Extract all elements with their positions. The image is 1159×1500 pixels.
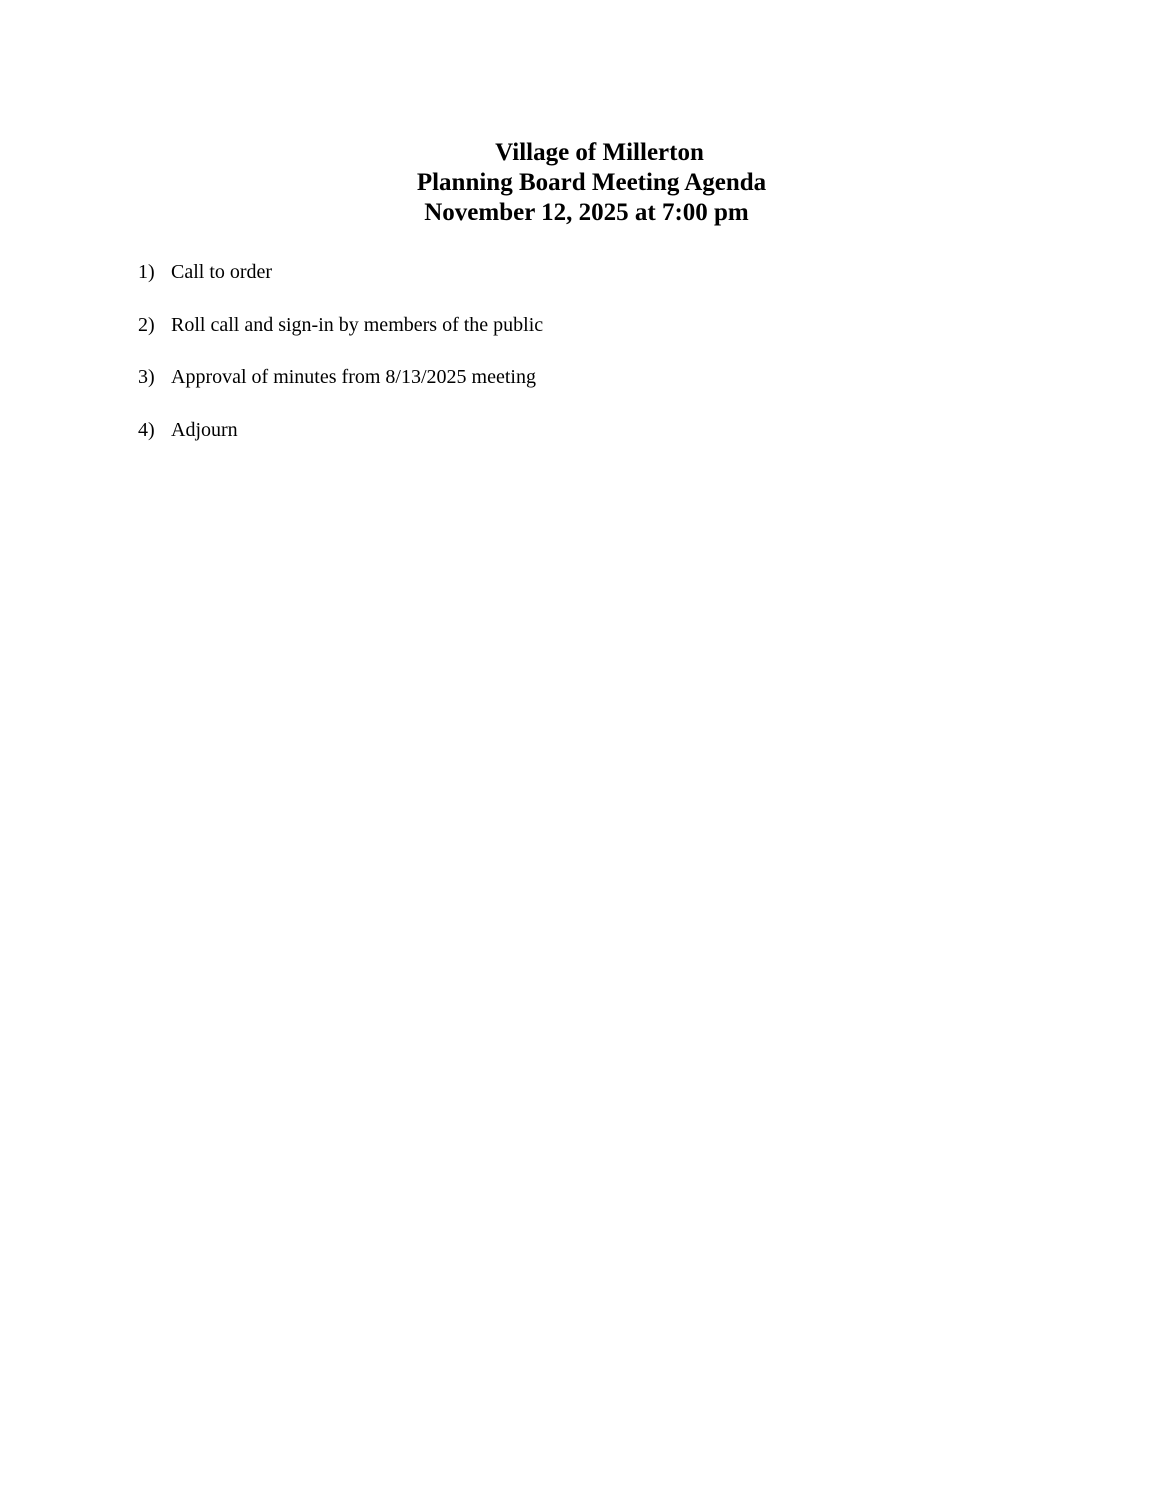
agenda-item [138,363,543,416]
agenda-item-number: 3) [138,366,155,388]
agenda-item [138,311,543,364]
agenda-list [138,258,543,468]
document-header [0,138,1159,228]
agenda-item [138,258,543,311]
agenda-item-number: 4) [138,418,155,441]
agenda-item-text: Adjourn [171,418,238,441]
agenda-item-number: 1) [138,261,155,283]
agenda-item-text: Call to order [171,261,273,283]
agenda-item-text: Approval of minutes from 8/13/2025 meeting [171,366,536,388]
agenda-item-number: 2) [138,313,155,336]
header-organization: Village of Millerton [495,139,704,166]
agenda-item-text: Roll call and sign-in by members of the public [171,313,544,336]
header-date: November 12, 2025 at 7:00 pm [424,199,749,226]
header-title: Planning Board Meeting Agenda [416,169,767,196]
agenda-item [138,416,543,469]
